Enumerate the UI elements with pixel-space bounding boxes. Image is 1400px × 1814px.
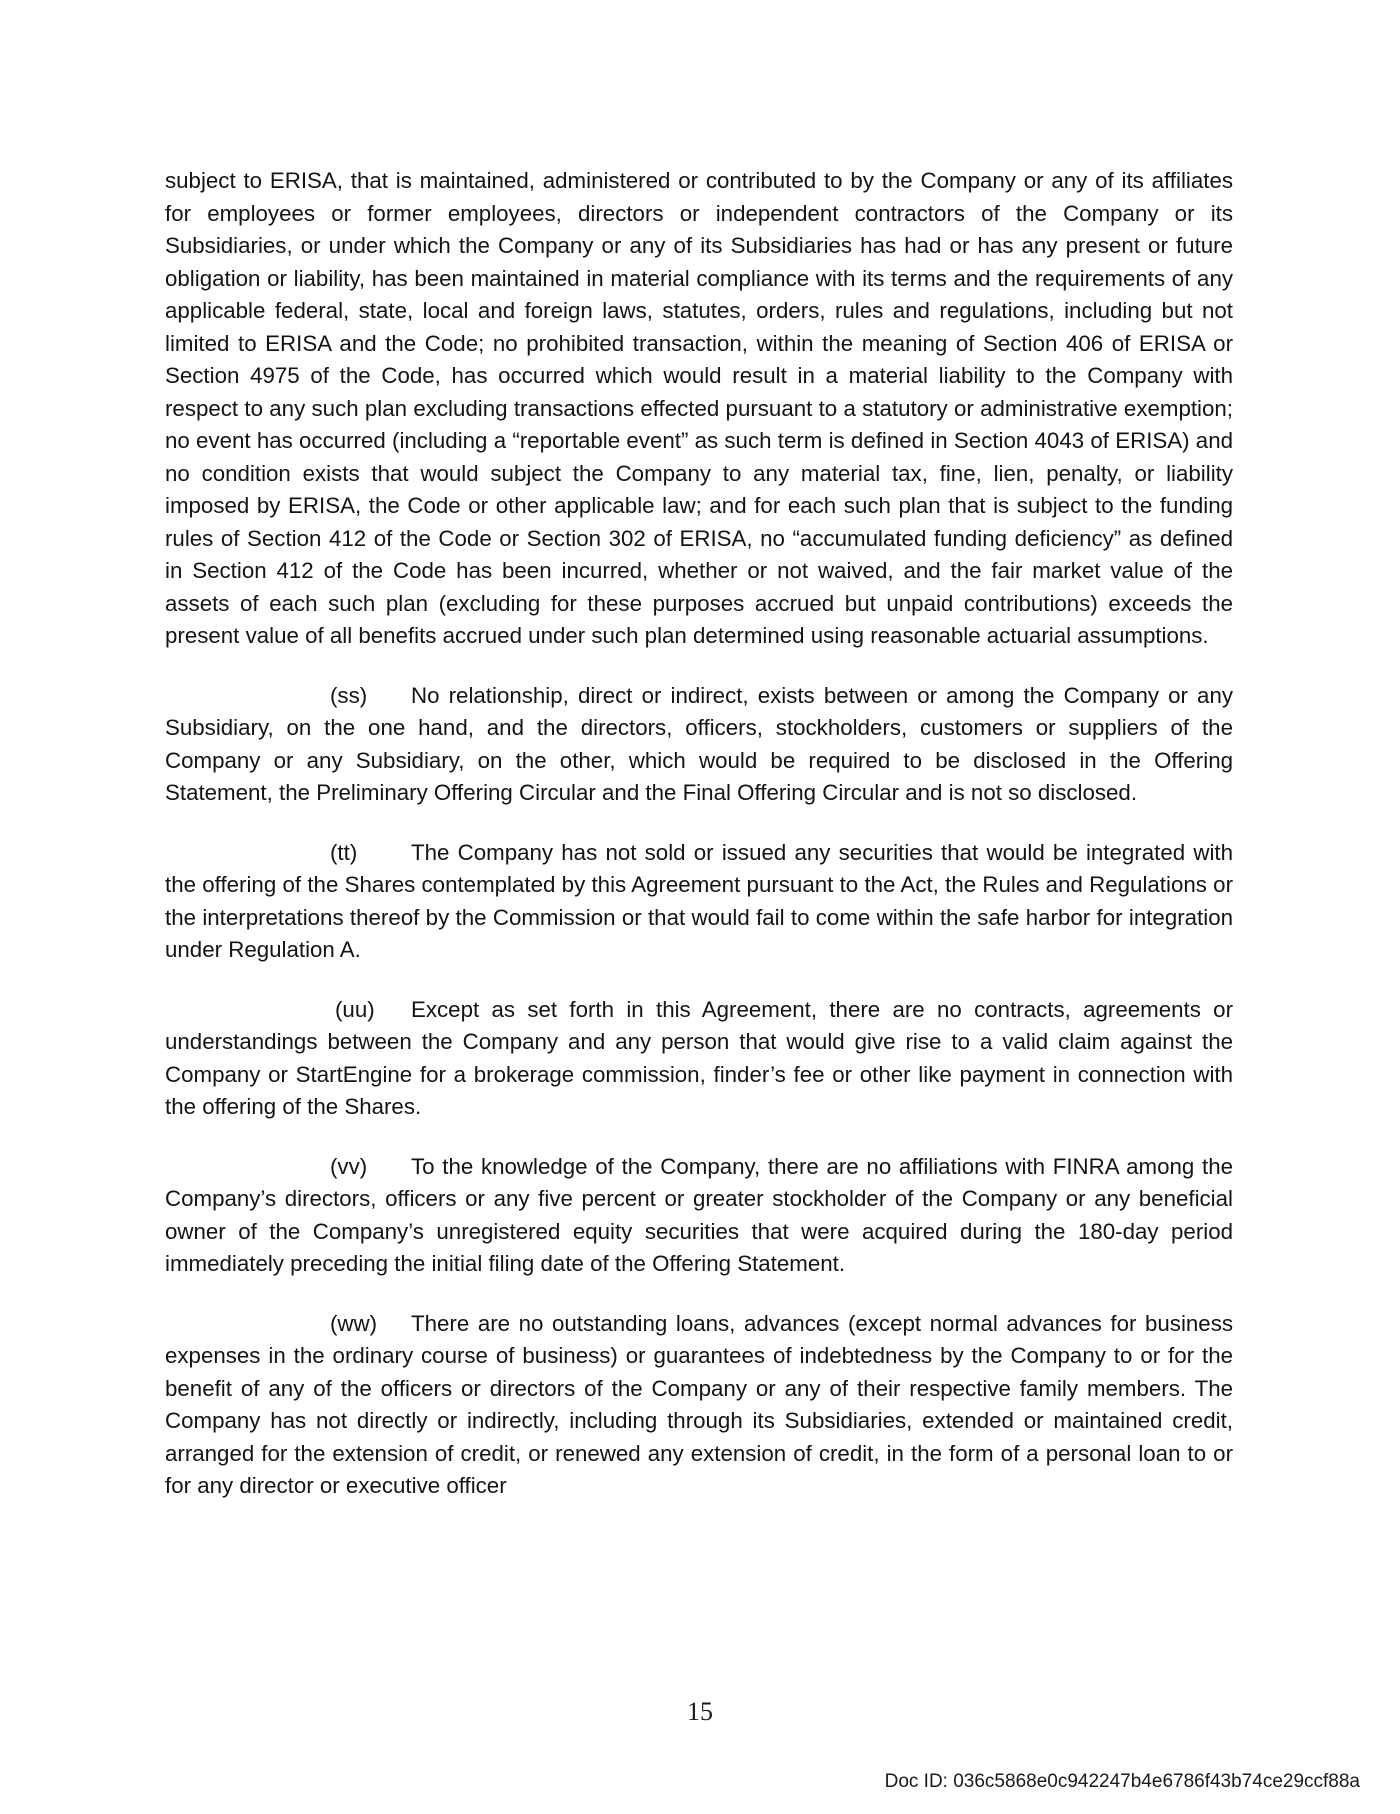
clause-text: There are no outstanding loans, advances (except normal advances for business expenses in the ordinary course of business) or guarantees of indebtedness by the Company to or for the benefit of any of the officers or directors of the Company or any of their respective family members. The Company has not directly or indirectly, including through its Subsidiaries, extended or maintained credit, arranged for the extension of credit, or renewed any extension of credit, in the form of a personal loan to or for any director or executive officer (165, 1310, 1233, 1498)
clause-uu (165, 994, 1233, 1124)
clause-vv (165, 1151, 1233, 1281)
clause-text: The Company has not sold or issued any securities that would be integrated with the offering of the Shares contemplated by this Agreement pursuant to the Act, the Rules and Regulations or the interpretations thereof by the Commission or that would fail to come within the safe harbor for integration under Regulation A. (165, 839, 1233, 962)
clause-label: (ss) (330, 682, 368, 708)
clause-ss (165, 680, 1233, 810)
clause-text: Except as set forth in this Agreement, there are no contracts, agreements or understandings between the Company and any person that would give rise to a valid claim against the Company or StartEngine for a brokerage commission, finder’s fee or other like payment in connection with the offering of the Shares. (165, 996, 1233, 1119)
clause-tt (165, 837, 1233, 967)
clause-label: (uu) (335, 996, 375, 1022)
doc-id-footer: Doc ID: 036c5868e0c942247b4e6786f43b74ce29ccf88a (884, 1771, 1360, 1792)
page-number: 15 (687, 1697, 713, 1726)
clause-label: (ww) (330, 1310, 378, 1336)
clause-label: (vv) (330, 1153, 368, 1179)
clause-text: No relationship, direct or indirect, exists between or among the Company or any Subsidiary, on the one hand, and the directors, officers, stockholders, customers or suppliers of the Company or any Subsidiary, on the other, which would be required to be disclosed in the Offering Statement, the Preliminary Offering Circular and the Final Offering Circular and is not so disclosed. (165, 682, 1233, 805)
document-body (165, 165, 1233, 1530)
clause-text: To the knowledge of the Company, there are no affiliations with FINRA among the Company’s directors, officers or any five percent or greater stockholder of the Company or any beneficial owner of the Company’s unregistered equity securities that were acquired during the 180-day period immediately preceding the initial filing date of the Offering Statement. (165, 1153, 1233, 1276)
continued-paragraph: subject to ERISA, that is maintained, administered or contributed to by the Company or any of its affiliates for employees or former employees, directors or independent contractors of the Company or its Subsidiaries, or under which the Company or any of its Subsidiaries has had or has any present or future obligation or liability, has been maintained in material compliance with its terms and the requirements of any applicable federal, state, local and foreign laws, statutes, orders, rules and regulations, including but not limited to ERISA and the Code; no prohibited transaction, within the meaning of Section 406 of ERISA or Section 4975 of the Code, has occurred which would result in a material liability to the Company with respect to any such plan excluding transactions effected pursuant to a statutory or administrative exemption; no event has occurred (including a “reportable event” as such term is defined in Section 4043 of ERISA) and no condition exists that would subject the Company to any material tax, fine, lien, penalty, or liability imposed by ERISA, the Code or other applicable law; and for each such plan that is subject to the funding rules of Section 412 of the Code or Section 302 of ERISA, no “accumulated funding deficiency” as defined in Section 412 of the Code has been incurred, whether or not waived, and the fair market value of the assets of each such plan (excluding for these purposes accrued but unpaid contributions) exceeds the present value of all benefits accrued under such plan determined using reasonable actuarial assumptions. (165, 168, 1233, 648)
clause-label: (tt) (330, 839, 358, 865)
clause-ww (165, 1308, 1233, 1503)
